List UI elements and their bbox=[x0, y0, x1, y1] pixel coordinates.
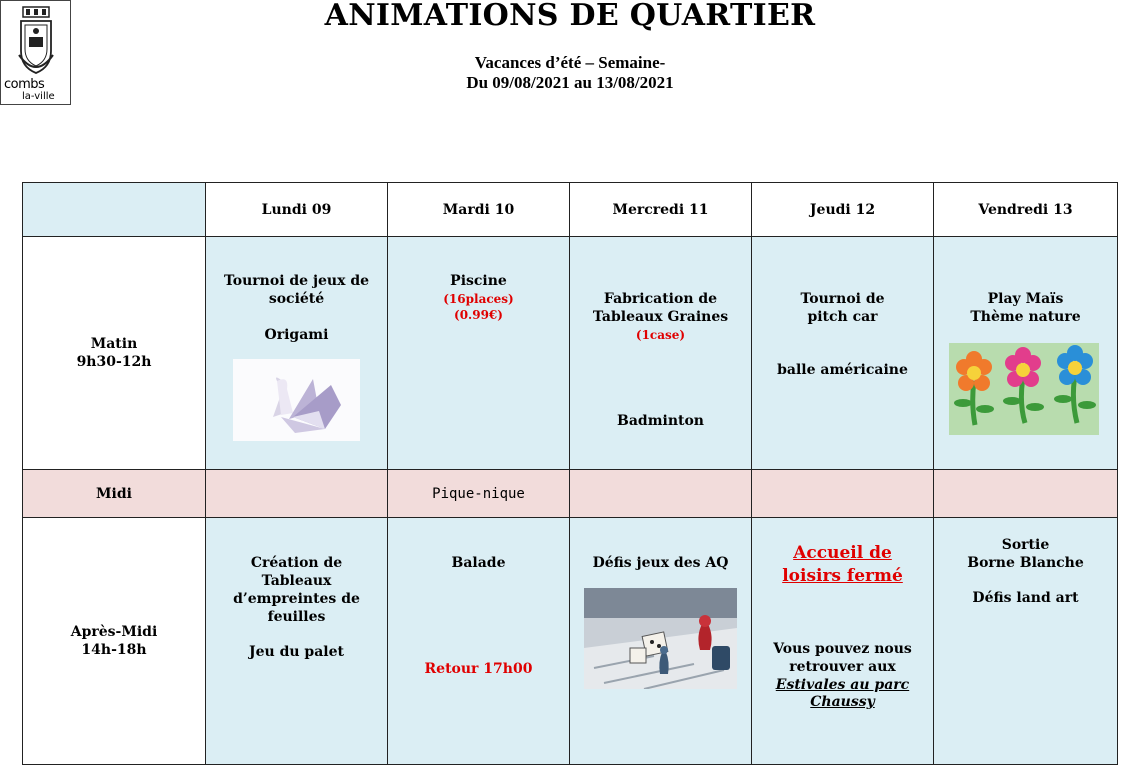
logo-text-la-ville: la-ville bbox=[22, 91, 55, 102]
row-label-apres-midi bbox=[23, 518, 206, 765]
activity-text: Piscine bbox=[450, 273, 507, 289]
activity-text: société bbox=[268, 291, 325, 307]
cell-matin-jeudi bbox=[752, 237, 934, 470]
date-range: Du 09/08/2021 au 13/08/2021 bbox=[466, 73, 674, 92]
activity-text: Vous pouvez nous bbox=[773, 641, 912, 657]
morning-row bbox=[23, 237, 1118, 470]
row-label-matin bbox=[23, 237, 206, 470]
activity-text: Badminton bbox=[617, 413, 704, 429]
activity-text: Tableaux bbox=[261, 573, 332, 589]
event-link-text: Estivales au parc bbox=[775, 677, 910, 693]
subtitle: Vacances d’été – Semaine- bbox=[474, 53, 666, 72]
day-header-lundi: Lundi 09 bbox=[206, 183, 388, 237]
activity-text: Défis jeux des AQ bbox=[592, 555, 729, 571]
cell-midi-mercredi bbox=[570, 470, 752, 518]
activity-text: Thème nature bbox=[970, 309, 1081, 325]
activity-text: Balade bbox=[451, 555, 506, 571]
cell-midi-mardi: Pique-nique bbox=[388, 470, 570, 518]
cell-apres-vendredi bbox=[934, 518, 1118, 765]
activity-text: pitch car bbox=[807, 309, 878, 325]
afternoon-row bbox=[23, 518, 1118, 765]
day-header-vendredi: Vendredi 13 bbox=[934, 183, 1118, 237]
activity-text: Défis land art bbox=[972, 590, 1079, 606]
event-link-text: Chaussy bbox=[810, 694, 875, 710]
day-header-row bbox=[23, 183, 1118, 237]
closed-notice: loisirs fermé bbox=[782, 566, 903, 586]
matin-label: Matin bbox=[90, 336, 138, 352]
origami-swan-image bbox=[233, 359, 360, 441]
board-game-image bbox=[584, 588, 737, 689]
cell-apres-mercredi bbox=[570, 518, 752, 765]
cell-apres-jeudi bbox=[752, 518, 934, 765]
activity-text: feuilles bbox=[267, 609, 326, 625]
cell-apres-mardi bbox=[388, 518, 570, 765]
activity-text: balle américaine bbox=[777, 362, 908, 378]
cell-apres-lundi bbox=[206, 518, 388, 765]
day-header-mercredi: Mercredi 11 bbox=[570, 183, 752, 237]
activity-text: Borne Blanche bbox=[967, 555, 1084, 571]
places-note: (16places) bbox=[443, 292, 514, 306]
price-note: (0.99€) bbox=[454, 308, 503, 322]
matin-hours: 9h30-12h bbox=[76, 354, 152, 370]
activity-text: Tableaux Graines bbox=[592, 309, 729, 325]
play-mais-flowers-image bbox=[949, 343, 1099, 435]
cell-midi-jeudi bbox=[752, 470, 934, 518]
page-title: ANIMATIONS DE QUARTIER bbox=[324, 0, 816, 33]
activity-text: Tournoi de bbox=[800, 291, 885, 307]
cell-midi-lundi bbox=[206, 470, 388, 518]
day-header-mardi: Mardi 10 bbox=[388, 183, 570, 237]
cell-matin-lundi bbox=[206, 237, 388, 470]
case-note: (1case) bbox=[635, 328, 686, 342]
activity-text: Jeu du palet bbox=[249, 644, 344, 660]
logo-text-combs: combs bbox=[4, 77, 45, 92]
apres-hours: 14h-18h bbox=[81, 642, 147, 658]
activity-text: retrouver aux bbox=[789, 659, 896, 675]
activity-text: Sortie bbox=[1001, 537, 1050, 553]
midday-row bbox=[23, 470, 1118, 518]
cell-matin-mercredi bbox=[570, 237, 752, 470]
cell-matin-mardi bbox=[388, 237, 570, 470]
apres-label: Après-Midi bbox=[70, 624, 158, 640]
activity-text: Play Maïs bbox=[987, 291, 1064, 307]
corner-cell bbox=[23, 183, 206, 237]
closed-notice: Accueil de bbox=[793, 543, 892, 563]
activity-text: d’empreintes de bbox=[233, 591, 360, 607]
cell-matin-vendredi bbox=[934, 237, 1118, 470]
activity-text: Tournoi de jeux de bbox=[223, 273, 370, 289]
day-header-jeudi: Jeudi 12 bbox=[752, 183, 934, 237]
return-time: Retour 17h00 bbox=[424, 661, 533, 677]
row-label-midi: Midi bbox=[23, 470, 206, 518]
cell-midi-vendredi bbox=[934, 470, 1118, 518]
schedule-table bbox=[22, 182, 1118, 765]
activity-text: Création de bbox=[250, 555, 343, 571]
activity-text: Fabrication de bbox=[603, 291, 718, 307]
activity-text: Origami bbox=[264, 327, 329, 343]
